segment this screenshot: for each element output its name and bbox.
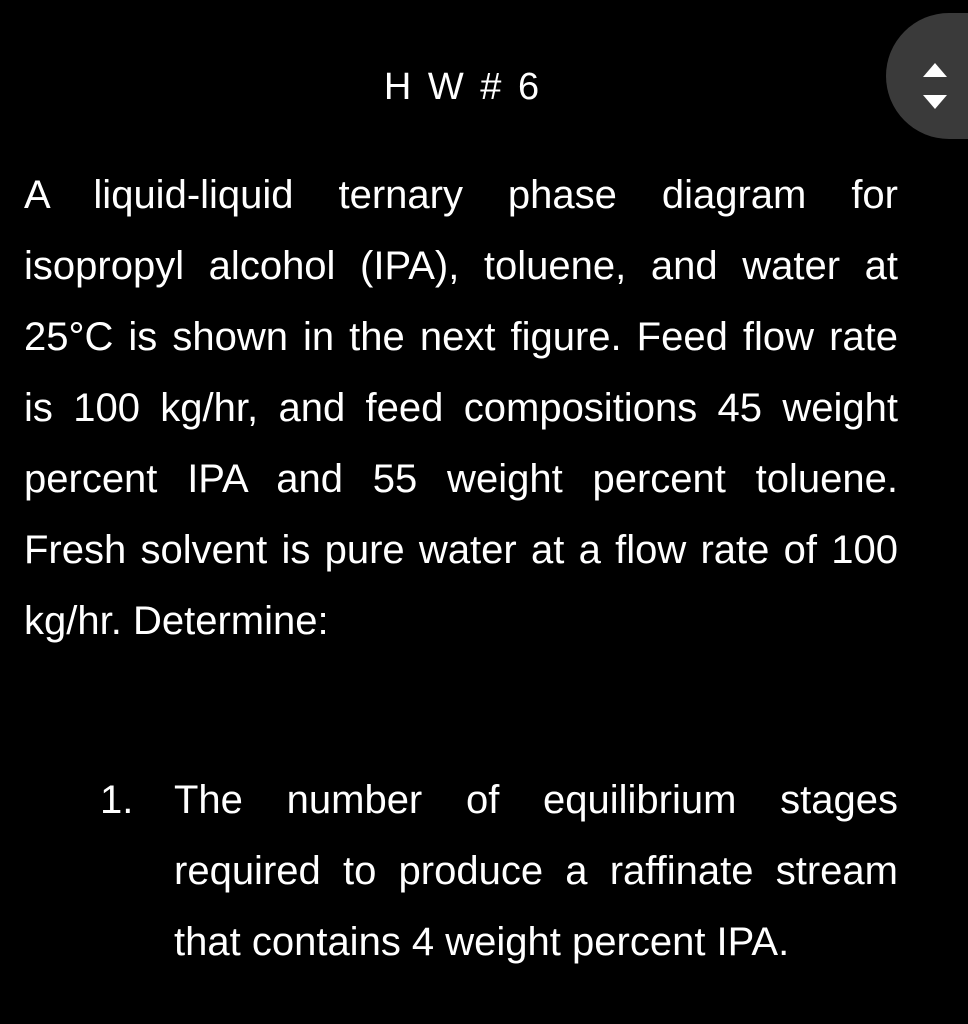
question-list [100, 765, 898, 978]
list-item [100, 765, 898, 978]
triangle-up-icon[interactable] [923, 63, 947, 77]
list-item-number: 1. [100, 778, 134, 822]
triangle-down-icon[interactable] [923, 95, 947, 109]
problem-paragraph: A liquid-liquid ternary phase diagram for isopropyl alcohol (IPA), toluene, and water at 25°C is shown in the next figure. Feed flow rate is 100 kg/hr, and feed compositions 45 weight percent IPA and 55 weight percent toluene. Fresh solvent is pure water at a flow rate of 100 kg/hr. Determine: [24, 173, 898, 643]
list-item-text: The number of equilibrium stages required to produce a raffinate stream that contains 4 weight percent IPA. [174, 778, 898, 964]
page-title: H W # 6 [383, 66, 543, 108]
scroll-control[interactable] [886, 13, 968, 139]
